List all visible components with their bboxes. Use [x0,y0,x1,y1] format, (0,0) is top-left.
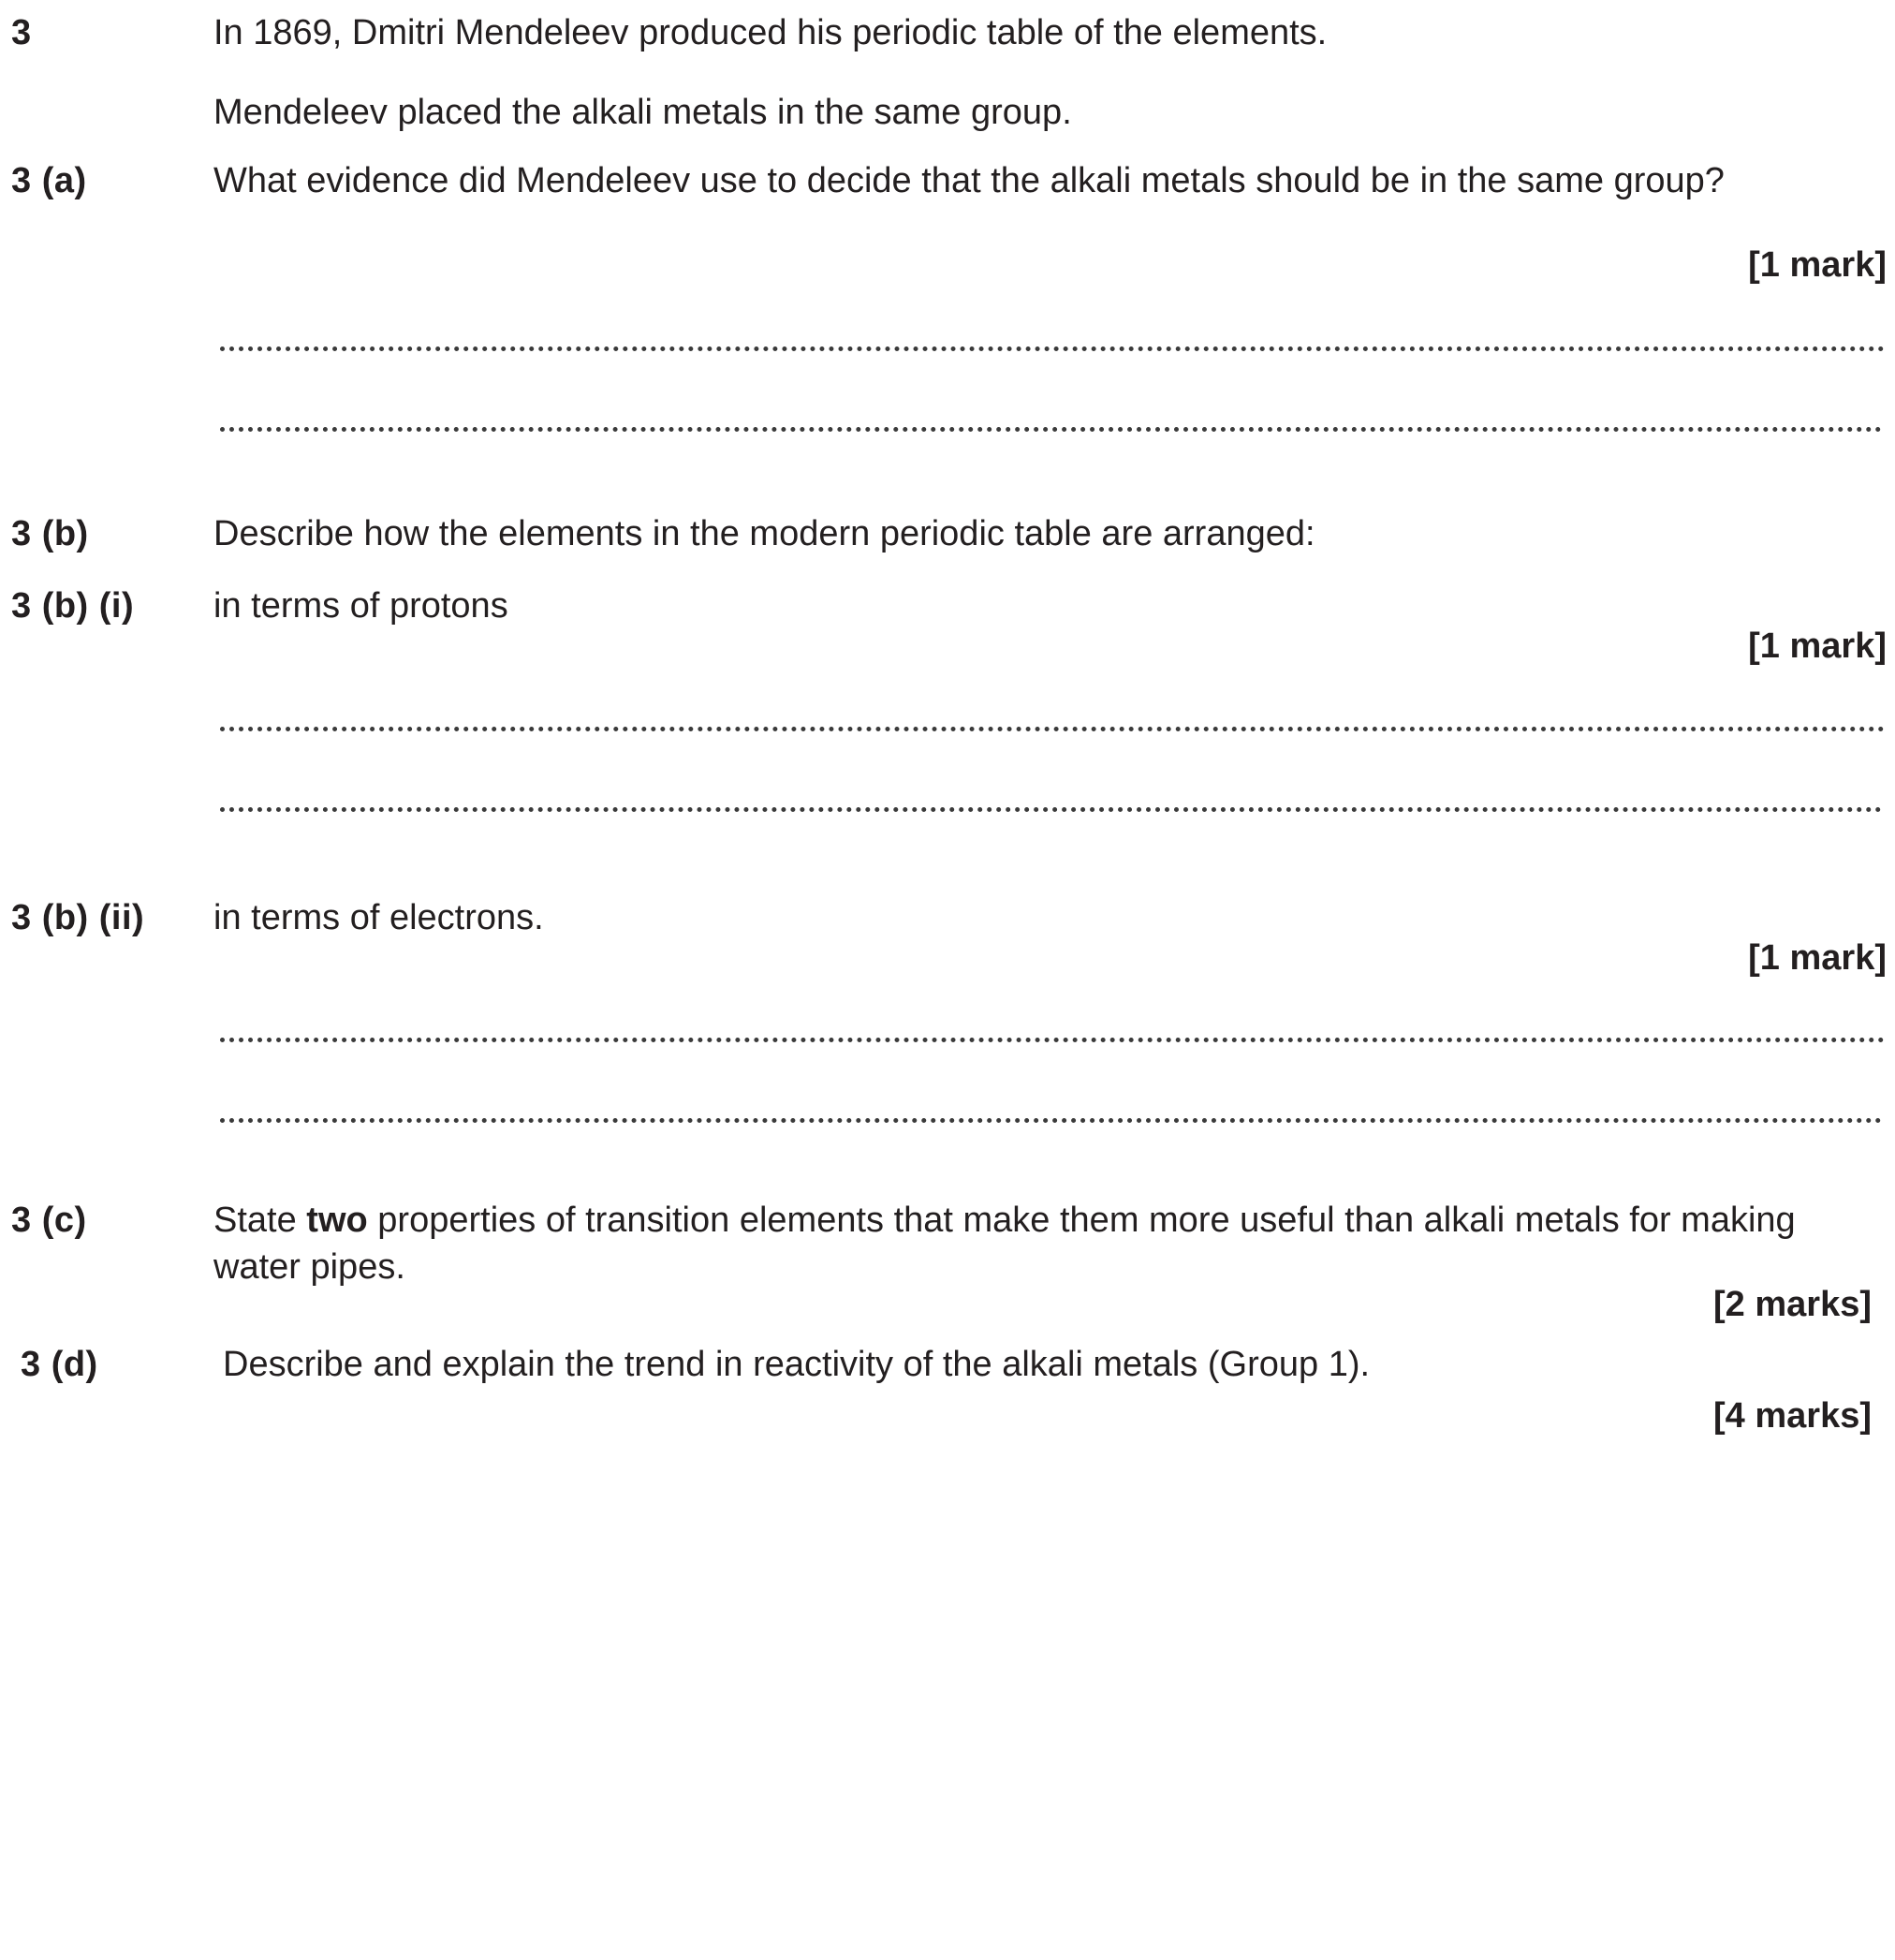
answer-line[interactable] [220,807,1882,812]
question-number-3: 3 [11,13,32,52]
part-text-3bii: in terms of electrons. [213,898,544,937]
part-label-3b: 3 (b) [11,514,89,553]
answer-line[interactable] [220,1118,1882,1123]
answer-line[interactable] [220,346,1885,351]
part-text-3d: Describe and explain the trend in reactivity of the alkali metals (Group 1). [223,1345,1371,1384]
part-text-3bi: in terms of protons [213,586,508,626]
answer-line[interactable] [220,1038,1885,1042]
part-label-3bi: 3 (b) (i) [11,586,135,626]
marks-3d: [4 marks] [1713,1396,1872,1436]
part-text-3a: What evidence did Mendeleev use to decide that the alkali metals should be in the same group? [213,161,1725,200]
part-text-3c [213,1197,1796,1290]
part-3c-emphasis: two [306,1201,368,1240]
marks-3c: [2 marks] [1713,1285,1872,1324]
question-3-stem-line-1: In 1869, Dmitri Mendeleev produced his periodic table of the elements. [213,13,1328,52]
part-label-3c: 3 (c) [11,1201,87,1240]
part-3c-text-pre: State [213,1201,307,1240]
part-label-3a: 3 (a) [11,161,87,200]
marks-3bii: [1 mark] [1748,938,1887,978]
part-text-3b: Describe how the elements in the modern periodic table are arranged: [213,514,1315,553]
answer-line[interactable] [220,727,1885,731]
part-3c-text-post: properties of transition elements that make them more useful than alkali metals for making water pipes. [213,1201,1796,1287]
marks-3a: [1 mark] [1748,245,1887,285]
part-label-3bii: 3 (b) (ii) [11,898,145,937]
marks-3bi: [1 mark] [1748,626,1887,666]
part-label-3d: 3 (d) [21,1345,98,1384]
answer-line[interactable] [220,427,1882,432]
question-3-stem-line-2: Mendeleev placed the alkali metals in the same group. [213,93,1072,132]
